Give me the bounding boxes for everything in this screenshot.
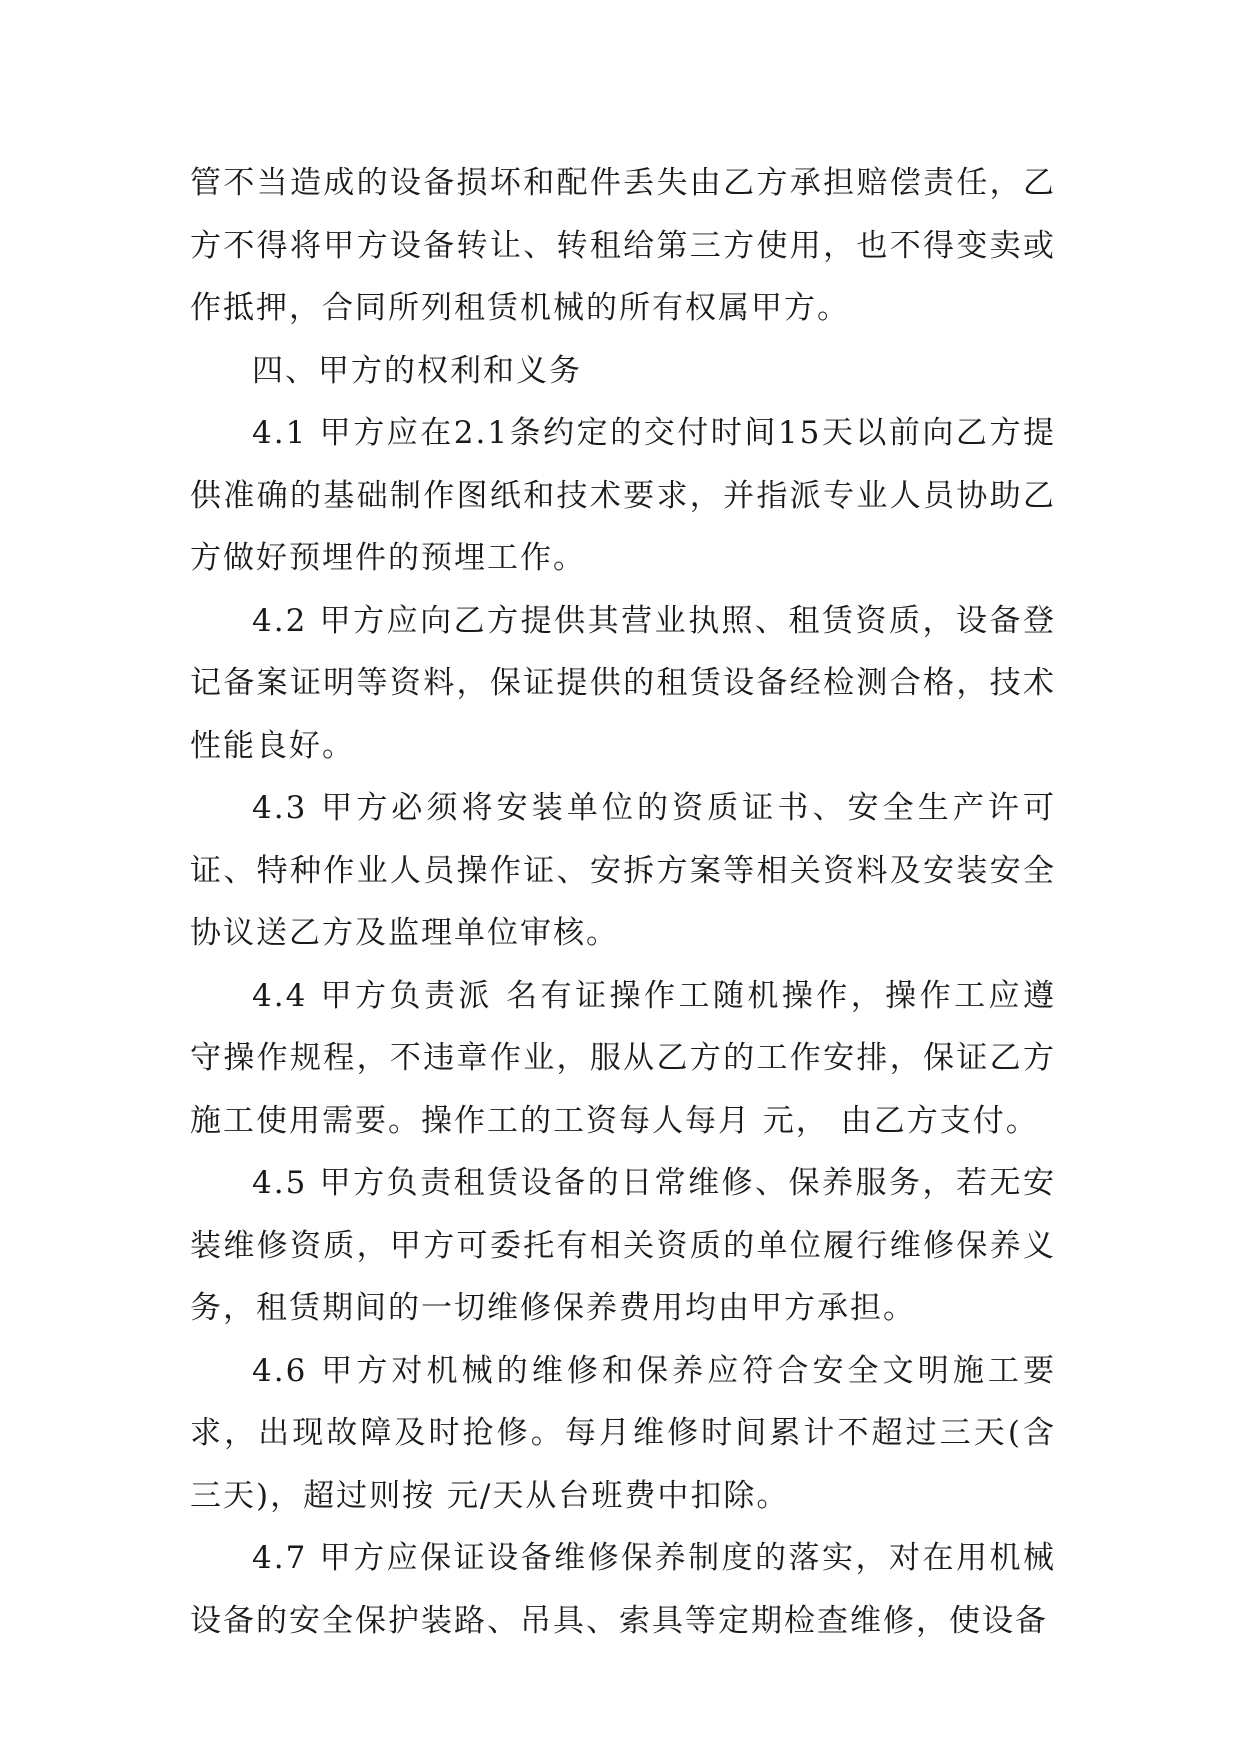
document-body bbox=[190, 152, 1056, 1652]
clause-4-2: 4.2 甲方应向乙方提供其营业执照、租赁资质，设备登记备案证明等资料，保证提供的租赁设备经检测合格，技术性能良好。 bbox=[190, 602, 1056, 764]
section-heading-party-a-rights: 四、甲方的权利和义务 bbox=[252, 352, 582, 389]
clause-4-7: 4.7 甲方应保证设备维修保养制度的落实，对在用机械设备的安全保护装路、吊具、索具等定期检查维修，使设备 bbox=[190, 1540, 1056, 1639]
paragraph-continuation: 管不当造成的设备损坏和配件丢失由乙方承担赔偿责任，乙方不得将甲方设备转让、转租给第三方使用，也不得变卖或作抵押，合同所列租赁机械的所有权属甲方。 bbox=[190, 165, 1056, 326]
clause-4-5: 4.5 甲方负责租赁设备的日常维修、保养服务，若无安装维修资质，甲方可委托有相关资质的单位履行维修保养义务，租赁期间的一切维修保养费用均由甲方承担。 bbox=[190, 1165, 1056, 1326]
clause-4-1: 4.1 甲方应在2.1条约定的交付时间15天以前向乙方提供准确的基础制作图纸和技术要求，并指派专业人员协助乙方做好预埋件的预埋工作。 bbox=[190, 415, 1056, 576]
clause-4-6: 4.6 甲方对机械的维修和保养应符合安全文明施工要求，出现故障及时抢修。每月维修时间累计不超过三天(含三天)，超过则按 元/天从台班费中扣除。 bbox=[190, 1352, 1056, 1514]
clause-4-3: 4.3 甲方必须将安装单位的资质证书、安全生产许可证、特种作业人员操作证、安拆方案等相关资料及安装安全协议送乙方及监理单位审核。 bbox=[190, 790, 1056, 951]
clause-4-4: 4.4 甲方负责派 名有证操作工随机操作，操作工应遵守操作规程，不违章作业，服从乙方的工作安排，保证乙方施工使用需要。操作工的工资每人每月 元， 由乙方支付。 bbox=[190, 977, 1056, 1139]
